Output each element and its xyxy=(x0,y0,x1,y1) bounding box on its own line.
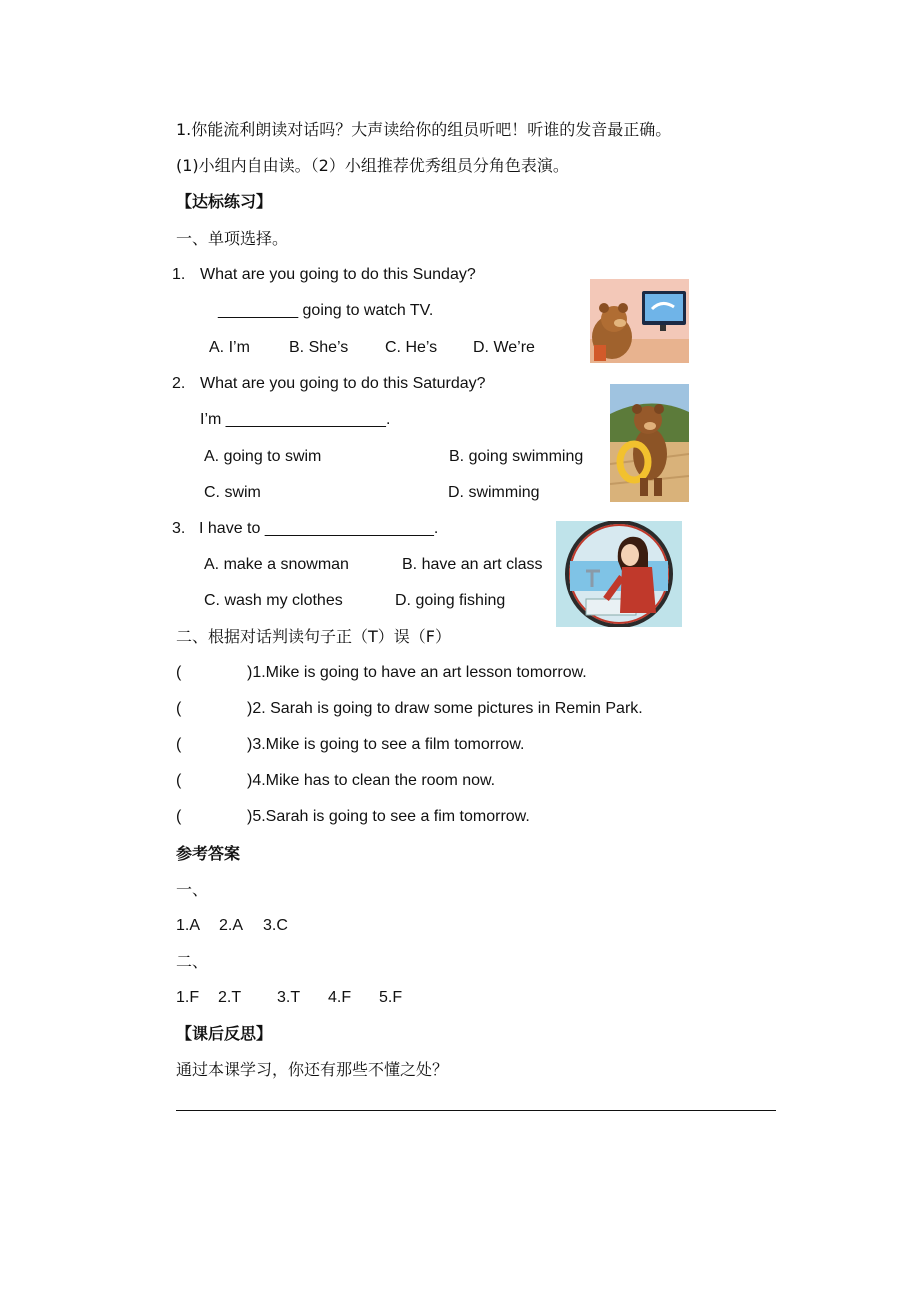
answers-section-1-label: 一、 xyxy=(176,880,209,899)
q3-question: I have to ___________________. xyxy=(199,520,439,537)
answer-2-2: 2.T xyxy=(218,989,242,1006)
q3-option-a: A. make a snowman xyxy=(204,556,349,573)
q2-number: 2. xyxy=(172,375,186,392)
tf-item-5: )5.Sarah is going to see a fim tomorrow. xyxy=(247,808,530,825)
answer-1-3: 3.C xyxy=(263,917,288,934)
part2-title: 二、根据对话判读句子正（T）误（F） xyxy=(176,627,451,646)
intro-line-1: 1.你能流利朗读对话吗？大声读给你的组员听吧！听谁的发音最正确。 xyxy=(176,120,672,139)
q1-stem: _________ going to watch TV. xyxy=(218,302,434,319)
answer-2-5: 5.F xyxy=(379,989,403,1006)
tf-item-1: )1.Mike is going to have an art lesson tomorrow. xyxy=(247,664,587,681)
q3-option-d: D. going fishing xyxy=(395,592,506,609)
q1-option-d: D. We’re xyxy=(473,339,535,356)
q2-question: What are you going to do this Saturday? xyxy=(200,375,486,392)
answer-2-1: 1.F xyxy=(176,989,200,1006)
bear-watching-tv-illustration xyxy=(590,279,689,363)
answer-line xyxy=(176,1110,776,1111)
q2-option-b: B. going swimming xyxy=(449,448,584,465)
bear-with-swim-ring-illustration xyxy=(610,384,689,502)
q2-option-d: D. swimming xyxy=(448,484,540,501)
tf-item-2-open-paren: ( xyxy=(176,700,182,717)
tf-item-1-open-paren: ( xyxy=(176,664,182,681)
girl-washing-clothes-illustration xyxy=(556,521,682,627)
practice-heading: 【达标练习】 xyxy=(176,192,273,211)
part1-title: 一、单项选择。 xyxy=(176,229,289,248)
q3-number: 3. xyxy=(172,520,186,537)
tf-item-3-open-paren: ( xyxy=(176,736,182,753)
answers-heading: 参考答案 xyxy=(176,844,241,863)
reflection-heading: 【课后反思】 xyxy=(176,1024,273,1043)
answer-2-4: 4.F xyxy=(328,989,352,1006)
q2-stem: I’m __________________. xyxy=(200,411,391,428)
answers-section-2-label: 二、 xyxy=(176,952,209,971)
answer-1-1: 1.A xyxy=(176,917,201,934)
q3-option-b: B. have an art class xyxy=(402,556,543,573)
q1-number: 1. xyxy=(172,266,186,283)
tf-item-2: )2. Sarah is going to draw some pictures in Remin Park. xyxy=(247,700,643,717)
tf-item-3: )3.Mike is going to see a film tomorrow. xyxy=(247,736,525,753)
q1-option-b: B. She’s xyxy=(289,339,349,356)
q1-option-c: C. He’s xyxy=(385,339,438,356)
q3-option-c: C. wash my clothes xyxy=(204,592,343,609)
answer-2-3: 3.T xyxy=(277,989,301,1006)
intro-line-2: (1)小组内自由读。（2）小组推荐优秀组员分角色表演。 xyxy=(176,156,569,175)
tf-item-4-open-paren: ( xyxy=(176,772,182,789)
tf-item-4: )4.Mike has to clean the room now. xyxy=(247,772,496,789)
tf-item-5-open-paren: ( xyxy=(176,808,182,825)
q1-question: What are you going to do this Sunday? xyxy=(200,266,476,283)
q2-option-c: C. swim xyxy=(204,484,261,501)
q1-option-a: A. I’m xyxy=(209,339,250,356)
reflection-prompt: 通过本课学习，你还有那些不懂之处？ xyxy=(176,1060,449,1079)
answer-1-2: 2.A xyxy=(219,917,244,934)
q2-option-a: A. going to swim xyxy=(204,448,322,465)
